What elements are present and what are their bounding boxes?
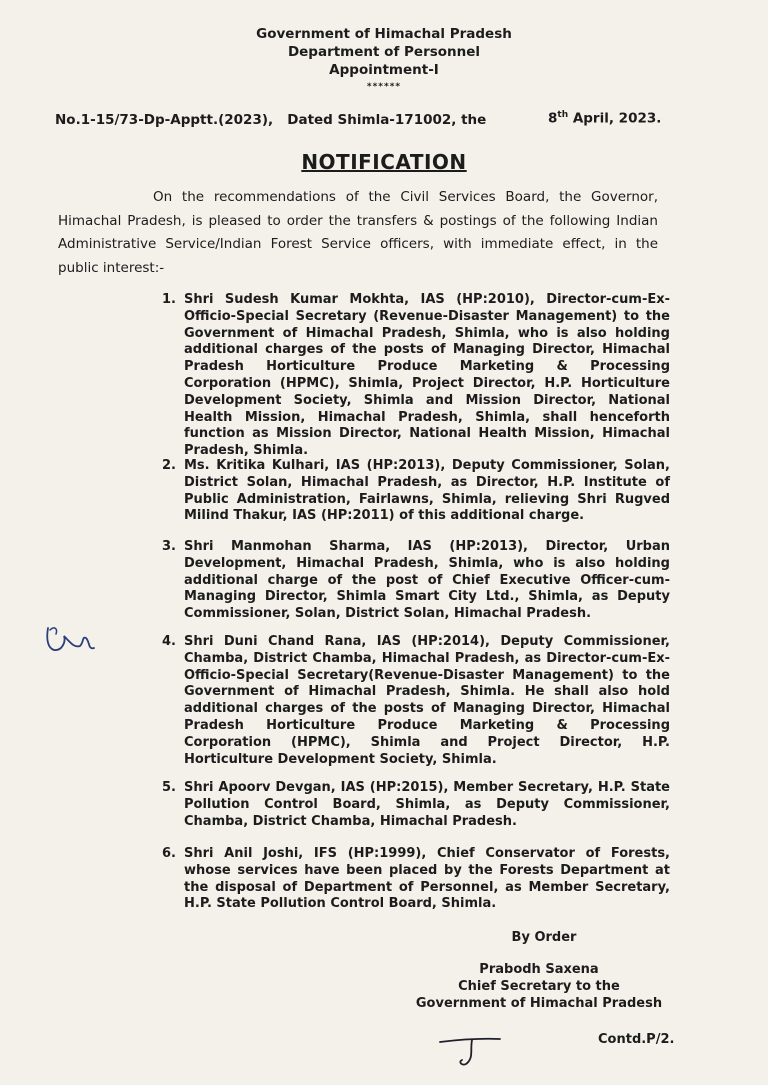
reference-date — [548, 110, 661, 127]
header-branch: Appointment-I — [329, 62, 439, 78]
signatory-name: Prabodh Saxena — [479, 962, 599, 977]
list-item-text: Shri Apoorv Devgan, IAS (HP:2015), Member Secretary, H.P. State Pollution Control Board, Shimla, as Deputy Commissioner, Chamba, District Chamba, Himachal Pradesh. — [184, 780, 670, 829]
list-item-number: 6. — [162, 846, 176, 861]
list-item-number: 4. — [162, 634, 176, 649]
intro-paragraph: On the recommendations of the Civil Services Board, the Governor, Himachal Pradesh, is pleased to order the transfers & postings of the following Indian Administrative Service/Indian Forest Service officers, with immediate effect, in the public interest:- — [58, 189, 658, 276]
header-stars: ****** — [366, 82, 402, 92]
list-item-text: Ms. Kritika Kulhari, IAS (HP:2013), Deputy Commissioner, Solan, District Solan, Himachal Pradesh, as Director, H.P. Institute of Public Administration, Fairlawns, Shimla, relieving Shri Rugved Milind Thakur, IAS (HP:2011) of this additional charge. — [184, 458, 670, 524]
continued-marker: Contd.P/2. — [598, 1032, 675, 1047]
by-order: By Order — [511, 930, 577, 945]
list-item-text: Shri Anil Joshi, IFS (HP:1999), Chief Conservator of Forests, whose services have been placed by the Forests Department at the disposal of Department of Personnel, as Member Secretary, H.P. State Pollution Control Board, Shimla. — [184, 846, 670, 912]
list-item — [150, 292, 670, 460]
date-day: 8 — [548, 110, 558, 127]
list-item — [150, 780, 670, 830]
signatory-designation: Chief Secretary to the — [458, 979, 620, 994]
list-item-number: 5. — [162, 780, 176, 795]
signature-mark — [436, 1030, 506, 1070]
list-item-number: 1. — [162, 292, 176, 307]
notification-title: NOTIFICATION — [301, 150, 467, 174]
date-rest: April, 2023. — [568, 110, 662, 127]
reference-number: No.1-15/73-Dp-Apptt.(2023), — [55, 112, 274, 128]
reference-place: Dated Shimla-171002, the — [287, 112, 487, 128]
margin-initials-signature — [40, 620, 102, 656]
list-item-text: Shri Manmohan Sharma, IAS (HP:2013), Director, Urban Development, Himachal Pradesh, Shimla, who is also holding additional charge of the post of Chief Executive Officer-cum-Managing Director, Shimla Smart City Ltd., Shimla, as Deputy Commissioner, Solan, District Solan, Himachal Pradesh. — [184, 539, 670, 622]
header-government: Government of Himachal Pradesh — [256, 26, 512, 42]
list-item-text: Shri Duni Chand Rana, IAS (HP:2014), Deputy Commissioner, Chamba, District Chamba, Himachal Pradesh, as Director-cum-Ex-Officio-Special Secretary(Revenue-Disaster Management) to the Government of Himachal Pradesh, Shimla. He shall also hold additional charges of the posts of Managing Director, Himachal Pradesh Horticulture Produce Marketing & Processing Corporation (HPMC), Shimla and Project Director, H.P. Horticulture Development Society, Shimla. — [184, 634, 670, 767]
reference-line — [55, 112, 486, 128]
list-item — [150, 846, 670, 913]
list-item-number: 3. — [162, 539, 176, 554]
list-item — [150, 634, 670, 768]
list-item-number: 2. — [162, 458, 176, 473]
list-item — [150, 458, 670, 525]
date-suffix: th — [557, 110, 569, 120]
header-department: Department of Personnel — [287, 44, 481, 60]
list-item — [150, 539, 670, 623]
list-item-text: Shri Sudesh Kumar Mokhta, IAS (HP:2010), Director-cum-Ex-Officio-Special Secretary (Revenue-Disaster Management) to the Government of Himachal Pradesh, Shimla, who is also holding additional charges of the posts of Managing Director, Himachal Pradesh Horticulture Produce Marketing & Processing Corporation (HPMC), Shimla, Project Director, H.P. Horticulture Development Society, Shimla and Mission Director, National Health Mission, Himachal Pradesh, Shimla, shall henceforth function as Mission Director, National Health Mission, Himachal Pradesh, Shimla. — [184, 292, 670, 459]
signatory-organization: Government of Himachal Pradesh — [415, 996, 663, 1011]
